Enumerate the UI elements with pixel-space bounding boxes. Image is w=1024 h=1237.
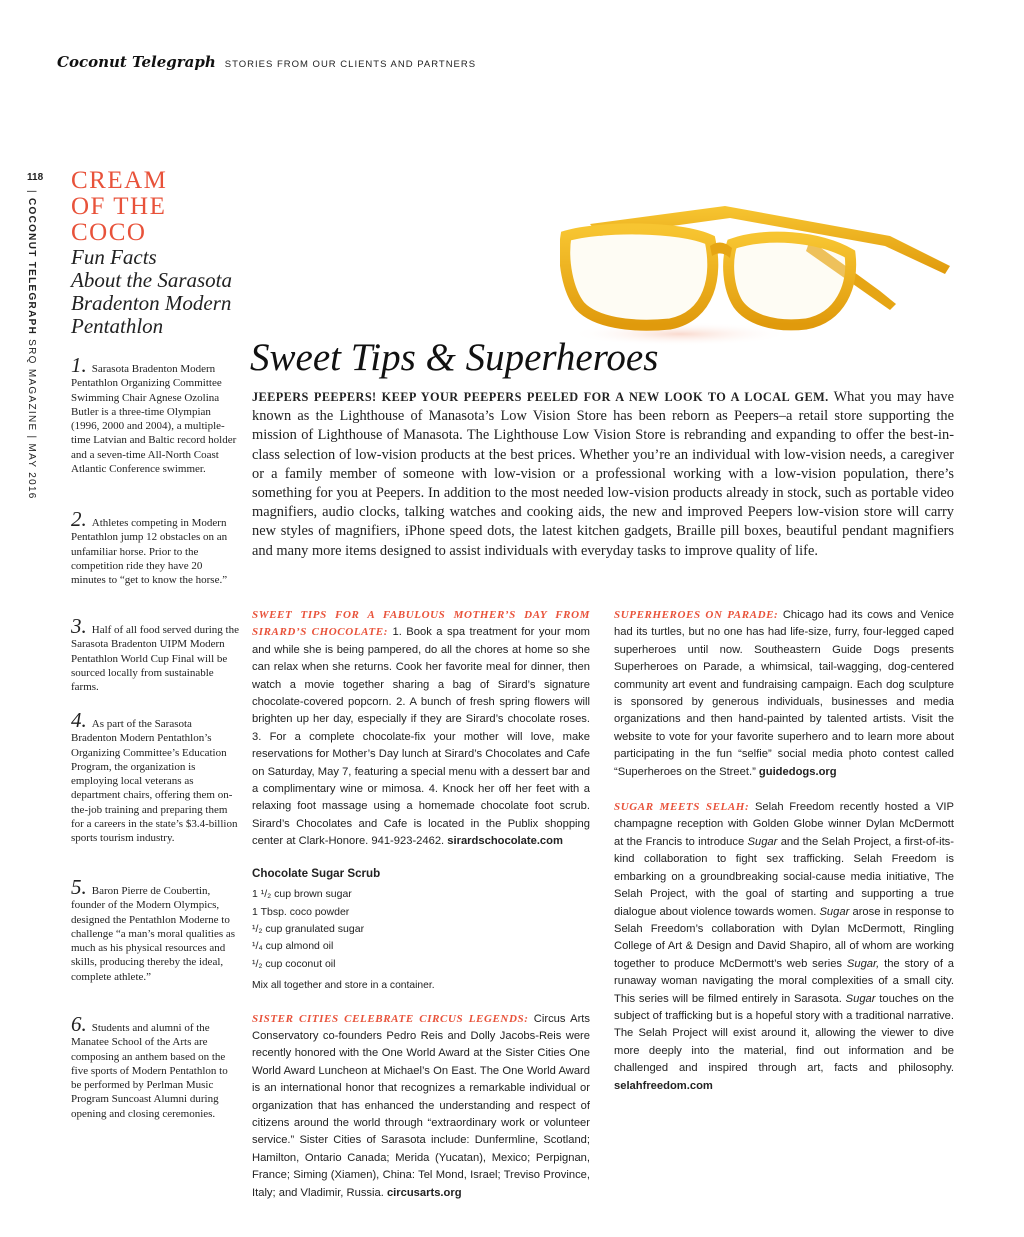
fact-text: Athletes competing in Modern Pentathlon jump 12 obstacles on an unfamiliar horse. Prior to the competition ride they have 20 minutes to “get to know the horse.” <box>71 517 228 587</box>
item-run-in-heading: SUPERHEROES ON PARADE: <box>614 609 779 621</box>
folio-pre: | <box>26 190 37 198</box>
article-column-left <box>252 607 590 1214</box>
sidebar-subtitle <box>71 246 246 338</box>
series-title: Sugar <box>845 992 876 1005</box>
fact-number: 6. <box>71 1012 87 1036</box>
item-body: Selah Freedom recently hosted a VIP champagne reception with Golden Globe winner Dylan McDermott at the Francis to introduce <box>614 801 954 848</box>
publication-header <box>57 53 476 72</box>
recipe-ingredient: ¹/₄ cup almond oil <box>252 940 334 953</box>
item-run-in-heading: SWEET TIPS FOR A FABULOUS MOTHER’S DAY FROM SIRARD’S CHOCOLATE: <box>252 609 590 639</box>
fact-number: 3. <box>71 614 87 638</box>
fact-text: Half of all food served during the Sarasota Bradenton UIPM Modern Pentathlon World Cup Final will be sourced locally from sustainable farms. <box>71 624 239 694</box>
fact-number: 2. <box>71 507 87 531</box>
intro-lead: JEEPERS PEEPERS! KEEP YOUR PEEPERS PEELED FOR A NEW LOOK TO A LOCAL GEM. <box>252 390 829 404</box>
item-body: arose in response to Selah Freedom’s collaboration with Dylan McDermott, Ringling College of Art & Design and David Shapiro, all of whom are working together to produce McDermott’s web series <box>614 905 954 970</box>
fact-number: 1. <box>71 353 87 377</box>
mothers-day-item <box>252 607 590 851</box>
fact-number: 4. <box>71 708 87 732</box>
item-url: guidedogs.org <box>758 765 837 778</box>
fact-number: 5. <box>71 875 87 899</box>
folio-brand: COCONUT TELEGRAPH <box>26 197 37 336</box>
item-body: Circus Arts Conservatory co-founders Pedro Reis and Dolly Jacobs-Reis were recently honored with the One World Award at the Sister Cities One World Award Luncheon at Michael’s On East. The One World Award is an international honor that recognizes a remarkable individual or organization that has enhanced the understanding and respect of citizens around the world through “extraordinary work or volunteer service.” Sister Cities of Sarasota include: Dunfermline, Scotland; Hamilton, Ontario Canada; Merida (Yucatan), Mexico; Perpignan, France; Siming (Xiamen), China: Tel Mond, Israel; Treviso Province, Italy; and Vladimir, Russia. <box>252 1012 591 1199</box>
sidebar-title-line: CREAM <box>71 167 168 194</box>
item-url: selahfreedom.com <box>614 1079 713 1092</box>
brand-logo: Coconut Telegraph <box>57 53 216 71</box>
item-body: Chicago had its cows and Venice had its turtles, but no one has had life-size, furry, four-legged caped superheroes until now. Southeastern Guide Dogs presents Superheroes on Parade, a whimsical, tail-wagging, dog-centered community art event and fundraising campaign. Each dog sculpture is sponsored by generous individuals, businesses and media organizations and then hand-painted by talented artists. Visit the website to vote for your favorite superhero and to learn more about participating in the fun “selfie” social media photo contest called “Superheroes on the Street.” <box>614 609 955 778</box>
sidebar-subtitle-line: About the Sarasota <box>71 268 232 292</box>
sidebar-subtitle-line: Pentathlon <box>71 314 164 338</box>
fact-item <box>71 875 239 984</box>
series-title: Sugar <box>747 835 778 848</box>
item-body: the story of a runaway woman navigating the moral complexities of a small city. This series will be filmed entirely in Sarasota. <box>614 957 955 1005</box>
sidebar-title-line: OF THE <box>71 193 167 220</box>
sidebar-title-line: COCO <box>71 219 147 246</box>
vertical-folio <box>26 190 37 500</box>
item-run-in-heading: SISTER CITIES CELEBRATE CIRCUS LEGENDS: <box>252 1012 529 1025</box>
sugar-selah-item <box>614 799 954 1095</box>
series-title: Sugar <box>819 905 850 918</box>
recipe-ingredient: ¹/₂ cup granulated sugar <box>252 922 365 935</box>
item-body: and the Selah Project, a first-of-its-kind collaboration to fight sex trafficking. Selah Freedom is embarking on a groundbreaking social-cause media initiative, The Selah Project, with the goal of starting and supporting a true dialogue about violence towards women. <box>614 835 954 918</box>
item-body: 1. Book a spa treatment for your mom and while she is being pampered, do all the chores at home so she can relax when she returns. Cook her favorite meal for dinner, then watch a movie together sharing a bag of Sirard’s signature chocolate-covered popcorn. 2. A bunch of fresh spring flowers will brighten up her day, especially if they are Sirard’s chocolate roses. 3. For a complete chocolate-fix your mother will love, make reservations for Mother’s Day lunch at Sirard’s Chocolates and Cafe on Saturday, May 7, featuring a special menu with a dessert bar and a complimentary wine or mimosa. 4. Knock her off her feet with a relaxing foot massage using a homemade chocolate foot scrub. Sirard’s Chocolates and Cafe is located in the Publix shopping center at Clark-Honore. 941-923-2462. <box>252 626 590 848</box>
fact-text: As part of the Sarasota Bradenton Modern Pentathlon’s Organizing Committee’s Education Program, the organization is employing local veterans as department chairs, offering them on-the-job training and preparing them for a careers in the state’s $3.4-billion sports tourism industry. <box>71 718 238 845</box>
fact-item <box>71 1012 239 1121</box>
fact-item <box>71 507 239 587</box>
left-lens-frame <box>565 229 713 325</box>
fact-text: Baron Pierre de Coubertin, founder of the Modern Olympics, designed the Pentathlon Moderne to challenge “a man’s moral qualities as much as his physical resources and skills, producing thereby the ideal, complete athlete.” <box>71 885 236 983</box>
header-tagline: STORIES FROM OUR CLIENTS AND PARTNERS <box>224 59 477 70</box>
item-url: sirardschocolate.com <box>447 835 563 848</box>
item-run-in-heading: SUGAR MEETS SELAH: <box>614 801 750 814</box>
intro-body: What you may have known as the Lighthouse of Manasota’s Low Vision Store has been reborn as Peepers–a retail store supporting the mission of Lighthouse of Manasota. The Lighthouse Low Vision Store is rebranding and expanding to offer the best-in-class selection of low-vision products at the best prices. Whether you’re an individual with low-vision needs, a caregiver or a family member of someone with low-vision or a professional working with a low-vision population, there’s something for you at Peepers. In addition to the most needed low-vision products already in stock, such as portable video magnifiers, audio clocks, talking watches and cooking aids, the new and improved Peepers low-vision store will carry new styles of magnifiers, iPhone speed dots, the latest kitchen gadgets, Braille pill boxes, beautiful pendant magnifiers and many more items designed to assist individuals with everyday tasks to improve quality of life. <box>252 389 955 559</box>
folio-post: SRQ MAGAZINE | MAY 2016 <box>26 335 37 500</box>
recipe-ingredient: ¹/₂ cup coconut oil <box>252 957 336 970</box>
feature-headline: Sweet Tips & Superheroes <box>250 336 659 379</box>
recipe-title: Chocolate Sugar Scrub <box>252 866 381 880</box>
sister-cities-item <box>252 1011 590 1202</box>
superheroes-item <box>614 607 954 781</box>
fact-item <box>71 614 239 694</box>
feature-intro <box>252 388 954 561</box>
fact-item <box>71 353 239 476</box>
recipe-ingredient: 1 ¹/₂ cup brown sugar <box>252 888 352 901</box>
item-url: circusarts.org <box>386 1186 462 1199</box>
yellow-eyeglasses-image <box>560 196 960 356</box>
series-title: Sugar, <box>846 957 880 970</box>
sidebar-subtitle-line: Bradenton Modern <box>71 291 232 315</box>
right-lens-frame <box>729 237 851 325</box>
sidebar-subtitle-line: Fun Facts <box>71 245 157 269</box>
article-column-right <box>614 607 954 1107</box>
fact-text: Sarasota Bradenton Modern Pentathlon Organizing Committee Swimming Chair Agnese Ozolina Butler is a three-time Olympian (1996, 2000 and 2004), a multiple-time Latvian and Baltic record holder and a seven-time All-North Coast Atlantic Conference swimmer. <box>71 363 237 476</box>
fact-item <box>71 708 239 846</box>
fact-text: Students and alumni of the Manatee School of the Arts are composing an anthem based on the five sports of Modern Pentathlon to be performed by Perlman Music Program Suncoast Alumni during opening and closing ceremonies. <box>71 1022 228 1120</box>
recipe-ingredient: 1 Tbsp. coco powder <box>252 905 350 918</box>
sidebar-title <box>71 168 231 246</box>
recipe-instructions: Mix all together and store in a container. <box>252 980 435 992</box>
item-body: touches on the subject of trafficking but is a hopeful story with a traditional narrative. The Selah Project will exist around it, allowing the viewer to dive more deeply into the material, find out information and be challenged and inspired through art, facts and philosophy. <box>614 992 955 1075</box>
page-number: 118 <box>27 172 44 183</box>
